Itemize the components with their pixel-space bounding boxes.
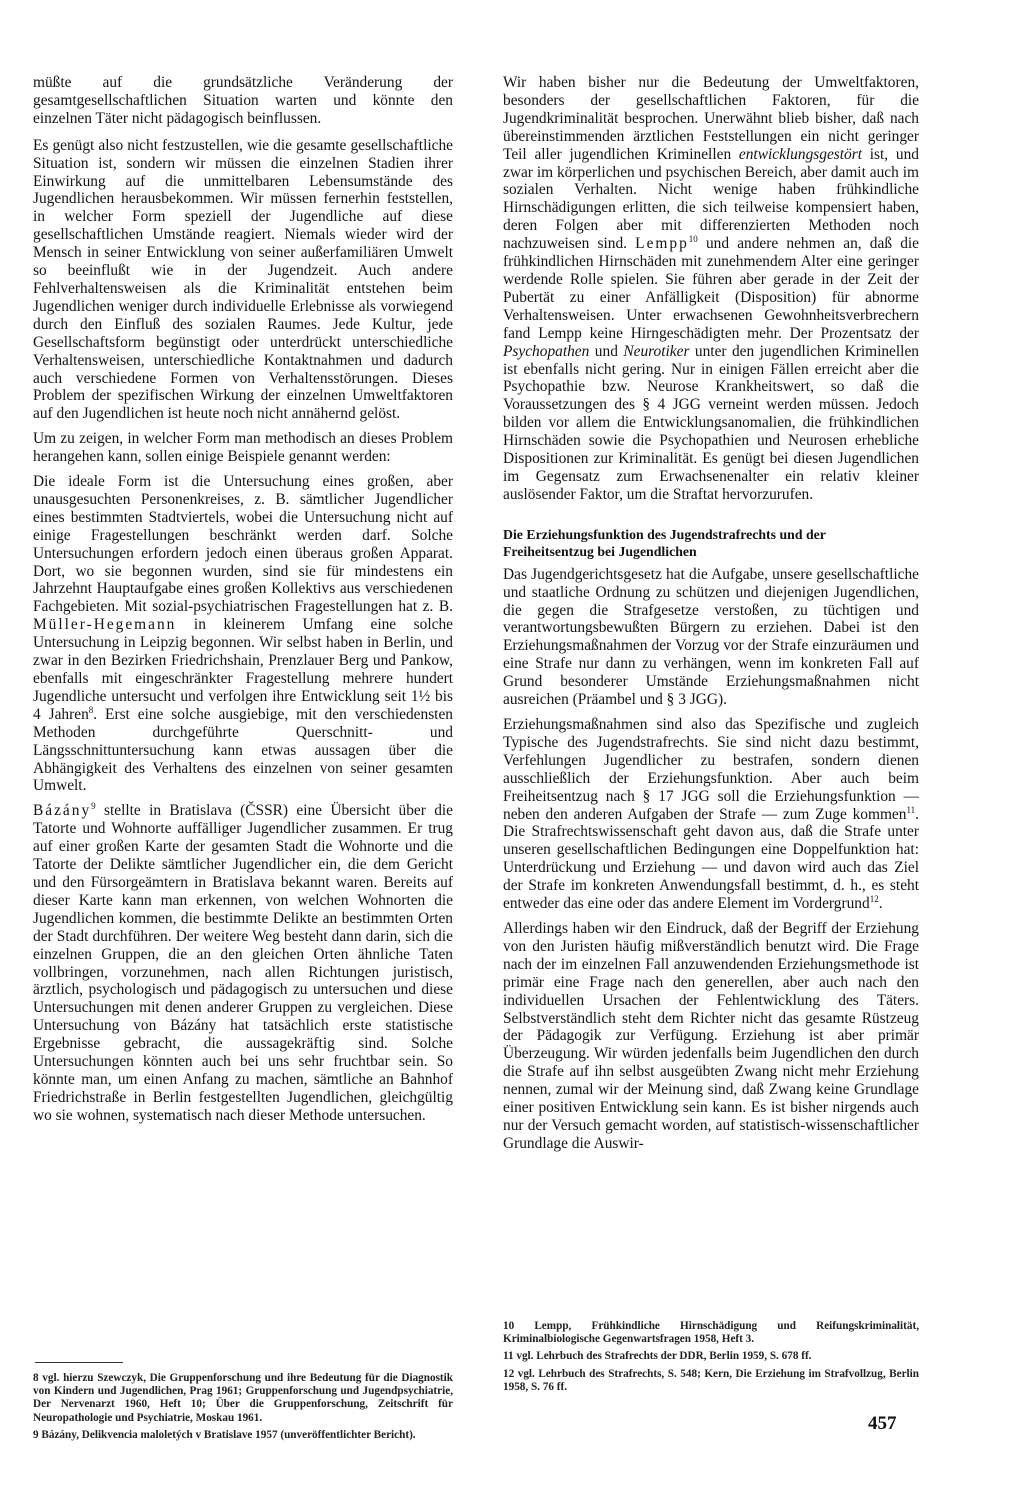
right-column — [503, 74, 919, 1160]
paragraph: Um zu zeigen, in welcher Form man methodisch an dieses Problem herangehen kann, sollen einige Beispiele genannt werden: — [33, 430, 453, 466]
footnotes-right — [503, 1320, 919, 1398]
paragraph-text: . Erst eine solche ausgiebige, mit den verschiedensten Methoden durchgeführte Querschnitt- und Längsschnittuntersuchung kann etwas aussagen über die Abhängigkeit des Verhaltens des einzelnen von seiner gesamten Umwelt. — [33, 705, 453, 795]
paragraph: Es genügt also nicht festzustellen, wie die gesamte gesellschaftliche Situation ist, sondern wir müssen die einzelnen Stadien ihrer Einwirkung auf die unmittelbaren Lebensumstände des Jugendlichen herausbekommen. Wir müssen fernerhin feststellen, in welcher Form speziell der Jugendliche auf diese gesellschaftlichen Umstände reagiert. Niemals wieder wird der Mensch in seiner Entwicklung von seiner außerfamiliären Umwelt so beeinflußt wie in der Jugendzeit. Auch andere Fehlverhaltensweisen als die Kriminalität entstehen beim Jugendlichen weniger durch individuelle Erlebnisse als vorwiegend durch den Einfluß des sozialen Raumes. Jede Kultur, jede Gesellschaftsform begünstigt oder unterdrückt unterschiedliche Verhaltensweisen, unterschiedliche Kontaktnahmen und dadurch auch verschiedene Formen von Verhaltensstörungen. Dieses Problem der spezifischen Wirkung der einzelnen Umweltfaktoren auf den Jugendlichen ist heute noch nicht annähernd gelöst. — [33, 136, 453, 423]
paragraph — [503, 716, 919, 913]
footnote-ref: 11 — [906, 804, 916, 815]
paragraph-text: ist, und zwar im körperlichen und psychischen Bereich, aber damit auch im sozialen Verhalten. Nicht wenige haben frühkindliche Hirnschädigungen erlitten, die sich teilweise kompensiert haben, deren Folgen aber mit differenzierten Methoden noch nachzuweisen sind. — [503, 145, 919, 253]
footnote-ref: 12 — [869, 893, 879, 904]
footnote-separator — [503, 1312, 919, 1313]
author-name: Lempp — [635, 235, 689, 253]
footnote-ref: 10 — [688, 234, 698, 245]
section-heading: Die Erziehungsfunktion des Jugendstrafrechts und der Freiheitsentzug bei Jugendlichen — [503, 526, 826, 559]
left-column — [33, 74, 453, 1132]
paragraph-text: Wir haben bisher nur die Bedeutung der Umweltfaktoren, besonders der gesellschaftlichen Faktoren, für die Jugendkriminalität besprochen. Unerwähnt blieb bisher, daß nach übereinstimmenden ärztlichen Feststellungen ein nicht geringer Teil aller jugendlichen Kriminellen — [503, 74, 919, 163]
author-name: Müller-Hegemann — [33, 616, 177, 634]
footnote-12: 12 vgl. Lehrbuch des Strafrechts, S. 548; Kern, Die Erziehung im Strafvollzug, Berlin 1958, S. 76 ff. — [503, 1367, 919, 1393]
emphasis: entwicklungsgestört — [738, 145, 863, 163]
footnotes-left — [33, 1372, 453, 1446]
paragraph-text: und — [594, 342, 618, 360]
paragraph-text: stellte in Bratislava (ČSSR) eine Übersicht über die Tatorte und Wohnorte auffälliger Jugendlicher zusammen. Er trug auf einer großen Karte der gesamten Stadt die Wohnorte und die Tatorte der Delikte sämtlicher Jugendlicher ein, die dem Gericht und den Fürsorgeämtern in Bratislava bekannt waren. Bereits auf dieser Karte kann man erkennen, von welchen Wohnorten die Jugendlichen kommen, die bestimmte Delikte an bestimmten Orten der Stadt durchführen. Der weitere Weg besteht dann darin, sich die einzelnen Gruppen, die an den gleichen Orten ähnliche Taten vollbringen, vorzunehmen, nach allen Richtungen juristisch, ärztlich, psychologisch und pädagogisch zu untersuchen und diese Untersuchungen mit denen anderer Gruppen zu vergleichen. Diese Untersuchung von Bázány hat tatsächlich erste statistische Ergebnisse gebracht, die aussagekräftig sind. Solche Untersuchungen könnten auch bei uns sehr fruchtbar sein. So könnte man, um einen Anfang zu machen, sämtliche an Bahnhof Friedrichstraße in Berlin festgestellten Jugendlichen, gleichgültig wo sie wohnen, systematisch nach dieser Methode untersuchen. — [33, 802, 453, 1124]
footnote-9: 9 Bázány, Delikvencia maloletých v Bratislave 1957 (unveröffentlichter Bericht). — [33, 1428, 416, 1441]
footnote-10: 10 Lempp, Frühkindliche Hirnschädigung und Reifungskriminalität, Kriminalbiologische Gegenwartsfragen 1958, Heft 3. — [503, 1320, 919, 1346]
author-name: Bázány — [33, 802, 92, 820]
paragraph-text: und andere nehmen an, daß die frühkindlichen Hirnschäden mit zunehmendem Alter eine geringer werdende Rolle spielen. Sie führen aber gerade in der Zeit der Pubertät zu einer Anfälligkeit (Disposition) für abnorme Verhaltensweisen. Unter erwachsenen Gewohnheitsverbrechern fand Lempp keine Hirngeschädigten mehr. Der Prozentsatz der — [503, 235, 919, 342]
paragraph-text: in kleinerem Umfang eine solche Untersuchung in Leipzig begonnen. Wir selbst haben in Berlin, und zwar in den Bezirken Friedrichshain, Prenzlauer Berg und Pankow, ebenfalls mit eingeschränkter Fragestellung mehrere hundert Jugendliche untersucht und verfolgen ihre Entwicklung seit 1½ bis 4 Jahren — [33, 616, 453, 723]
paragraph — [33, 802, 453, 1124]
paragraph-text: unter den jugendlichen Kriminellen ist ebenfalls nicht gering. Nur in einigen Fällen erreicht aber die Psychopathie bzw. Neurose Krankheitswert, so daß die Voraussetzungen des § 4 JGG verneint werden müssen. Jedoch bilden vor allem die Entwicklungsanomalien, die frühkindlichen Hirnschäden sowie die Psychopathien und Neurosen erhebliche Dispositionen zur Kriminalität. Es genügt bei diesen Jugendlichen im Gegensatz zum Erwachsenenalter ein relativ kleiner auslösender Faktor, um die Straftat hervorzurufen. — [503, 342, 919, 503]
paragraph: müßte auf die grundsätzliche Veränderung der gesamtgesellschaftlichen Situation warten und könnte den einzelnen Täter nicht pädagogisch beinflussen. — [33, 74, 453, 127]
page-number: 457 — [868, 1413, 897, 1434]
paragraph-text: . Die Strafrechtswissenschaft geht davon aus, daß die Strafe unter unseren gesellschaftlichen Bedingungen eine Doppelfunktion hat: Unterdrückung und Erziehung — und davon wird auch das Ziel der Strafe im konkreten Anwendungsfall bestimmt, d. h., es steht entweder das eine oder das andere Element im Vordergrund — [503, 805, 919, 913]
footnote-ref: 8 — [88, 704, 94, 715]
paragraph — [33, 473, 453, 795]
emphasis: Neurotiker — [623, 342, 690, 360]
paragraph: Das Jugendgerichtsgesetz hat die Aufgabe, unsere gesellschaftliche und staatliche Ordnung zu schützen und diejenigen Jugendlichen, die gegen die Strafgesetze verstoßen, zu tüchtigen und verantwortungsbewußten Bürgern zu erziehen. Dabei ist den Erziehungsmaßnahmen der Vorzug vor der Strafe einzuräumen und eine Strafe nur dann zu verhängen, wenn im konkreten Fall auf Grund besonderer Umstände Erziehungsmaßnahmen nicht ausreichen (Präambel und § 3 JGG). — [503, 565, 919, 709]
footnote-ref: 9 — [91, 801, 96, 812]
paragraph-text: . — [878, 895, 883, 913]
footnote-11: 11 vgl. Lehrbuch des Strafrechts der DDR, Berlin 1959, S. 678 ff. — [503, 1350, 812, 1363]
paragraph-text: Erziehungsmaßnahmen sind also das Spezifische und zugleich Typische des Jugendstrafrechts. Sie sind nicht dazu bestimmt, Verfehlungen Jugendlicher zu bestrafen, sondern dienen ausschließlich der Erziehungsfunktion. Aber auch beim Freiheitsentzug nach § 17 JGG soll die Erziehungsfunktion — neben den anderen Aufgaben der Strafe — zum Zuge kommen — [503, 716, 919, 823]
paragraph-text: Die ideale Form ist die Untersuchung eines großen, aber unausgesuchten Personenkreises, z. B. sämtlicher Jugendlicher eines bestimmten Stadtviertels, wobei die Untersuchung nicht auf einige Fragestellungen beschränkt werden darf. Solche Untersuchungen erfordern jedoch einen überaus großen Apparat. Dort, wo sie begonnen wurden, sind sie für mindestens ein Jahrzehnt Hauptaufgabe eines großen Kollektivs aus verschiedenen Fachgebieten. Mit sozial-psychiatrischen Fragestellungen hat z. B. — [33, 473, 453, 616]
paragraph: Allerdings haben wir den Eindruck, daß der Begriff der Erziehung von den Juristen häufig mißverständlich benutzt wird. Die Frage nach der im einzelnen Fall anzuwendenden Erziehungsmethode ist primär eine Frage nach den generellen, aber auch nach den individuellen Ursachen der Fehlentwicklung des Täters. Selbstverständlich steht dem Richter nicht das gesamte Rüstzeug der Pädagogik zur Verfügung. Erziehung ist aber primär Überzeugung. Wir würden jedenfalls beim Jugendlichen den durch die Strafe auf ihn selbst ausgeübten Zwang nicht mehr Erziehung nennen, zumal wir der Meinung sind, daß Zwang keine Grundlage einer positiven Entwicklung sein kann. Es ist bisher nirgends auch nur der Versuch gemacht worden, auf statistisch-wissenschaftlicher Grundlage die Auswir- — [503, 919, 919, 1152]
footnote-rule — [35, 1362, 123, 1363]
footnote-8: 8 vgl. hierzu Szewczyk, Die Gruppenforschung und ihre Bedeutung für die Diagnostik von Kindern und Jugendlichen, Prag 1961; Gruppenforschung und Jugendpsychiatrie, Der Nervenarzt 1960, Heft 10; Über die Gruppenforschung, Zeitschrift für Neuropathologie und Psychiatrie, Moskau 1961. — [33, 1372, 453, 1424]
paragraph — [503, 74, 919, 504]
emphasis: Psychopathen — [503, 342, 590, 360]
